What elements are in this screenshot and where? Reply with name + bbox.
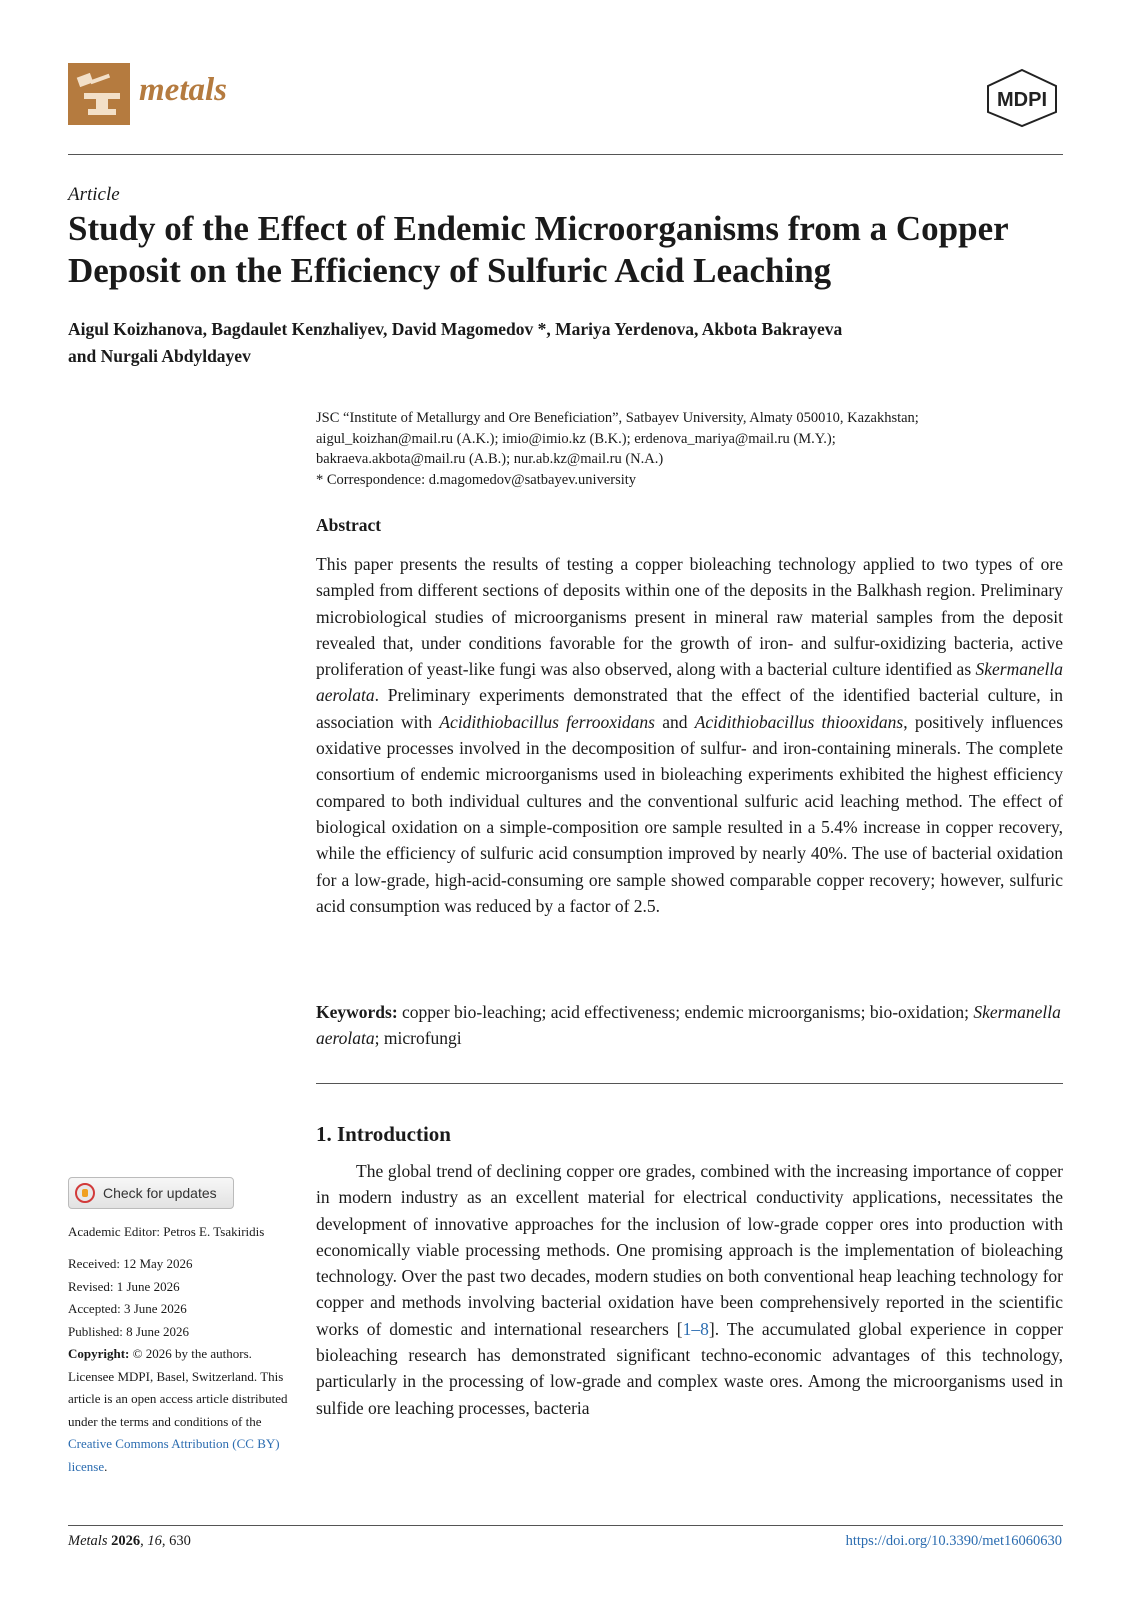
revised-date: Revised: 1 June 2026 (68, 1278, 180, 1294)
doi-link[interactable]: https://doi.org/10.3390/met16060630 (845, 1533, 1062, 1549)
check-for-updates-button[interactable] (68, 1177, 234, 1209)
keywords-label: Keywords: (316, 1002, 398, 1022)
species-name: Skermanella aerolata (316, 659, 1063, 706)
abstract-part-4: , positively influences oxidative processes involved in the decomposition of sulfur- and iron-containing minerals. The complete consortium of endemic microorganisms used in bioleaching experiments exhibited the highest efficiency compared to both individual cultures and the conventional sulfuric acid leaching method. The effect of biological oxidation on a simple-composition ore sample resulted in a 5.4% increase in copper recovery, while the efficiency of sulfuric acid consumption improved by nearly 40%. The use of bacterial oxidation for a low-grade, high-acid-consuming ore sample showed comparable copper recovery; however, sulfuric acid consumption was reduced by a factor of 2.5. (316, 711, 1063, 916)
anvil-hammer-icon (68, 63, 130, 125)
citation-link[interactable]: 1–8 (682, 1318, 709, 1339)
citation-footer: Metals 2026, 16, 630 (68, 1533, 191, 1549)
abstract-part-3: and (654, 711, 695, 732)
footer-article: 630 (169, 1533, 191, 1549)
published-date: Published: 8 June 2026 (68, 1323, 189, 1339)
section-divider (316, 1083, 1063, 1084)
keywords-text-1: copper bio-leaching; acid effectiveness; endemic microorganisms; bio-oxidation; (397, 1002, 974, 1022)
affiliation-line-1: JSC “Institute of Metallurgy and Ore Beneficiation”, Satbayev University, Almaty 050010, Kazakhstan; (316, 410, 919, 426)
authors-line-2: and Nurgali Abdyldayev (68, 346, 251, 366)
footer-divider (68, 1525, 1063, 1526)
article-title: Study of the Effect of Endemic Microorganisms from a Copper Deposit on the Efficiency of Sulfuric Acid Leaching (68, 209, 1009, 290)
abstract-text (316, 551, 1063, 919)
publisher-name: MDPI (997, 89, 1047, 111)
license-link[interactable]: Creative Commons Attribution (CC BY) license (68, 1436, 280, 1474)
article-type: Article (68, 184, 120, 205)
keywords (316, 999, 1063, 1052)
species-name: Acidithiobacillus thiooxidans (694, 711, 904, 732)
abstract-heading: Abstract (316, 515, 382, 535)
publisher-logo (982, 68, 1062, 128)
author-list (68, 316, 1008, 370)
species-name: Acidithiobacillus ferrooxidans (439, 711, 655, 732)
publication-dates (68, 1253, 193, 1343)
abstract-part-2: . Preliminary experiments demonstrated that the effect of the identified bacterial culture, in association with (316, 685, 1063, 732)
copyright-text: © 2026 by the authors. Licensee MDPI, Basel, Switzerland. This article is an open access article distributed under the terms and conditions of the (68, 1346, 288, 1429)
academic-editor: Academic Editor: Petros E. Tsakiridis (68, 1224, 265, 1239)
correspondence: * Correspondence: d.magomedov@satbayev.university (316, 471, 637, 488)
introduction-heading: 1. Introduction (316, 1122, 451, 1146)
abstract-part-1: This paper presents the results of testing a copper bioleaching technology applied to two types of ore sampled from different sections of deposits within one of the deposits in the Balkhash region. Preliminary microbiological studies of microorganisms present in mineral raw material samples from the deposit revealed that, under conditions favorable for the growth of iron- and sulfur-oxidizing bacteria, active proliferation of yeast-like fungi was also observed, along with a bacterial culture identified as (316, 554, 1063, 680)
copyright-notice (68, 1343, 298, 1478)
intro-part-1: The global trend of declining copper ore grades, combined with the increasing importance of copper in modern industry as an excellent material for electrical conductivity applications, necessitates the development of innovative approaches for the inclusion of low-grade copper ores into production with economically viable processing methods. One promising approach is the implementation of bioleaching technology. Over the past two decades, modern studies on both conventional heap leaching technology for copper and methods involving bacterial oxidation have been comprehensively reported in the scientific works of domestic and international researchers [ (316, 1161, 1063, 1339)
accepted-date: Accepted: 3 June 2026 (68, 1301, 187, 1316)
introduction-text (316, 1158, 1063, 1421)
check-updates-label: Check for updates (103, 1185, 217, 1201)
keywords-species: Skermanella aerolata (316, 1002, 1061, 1049)
footer-volume: 16 (147, 1533, 162, 1549)
check-updates-icon (75, 1183, 95, 1203)
footer-year: 2026 (111, 1533, 141, 1549)
journal-name: metals (139, 72, 227, 108)
affiliation-block (316, 408, 1066, 490)
intro-part-2: ]. The accumulated global experience in copper bioleaching research has demonstrated significant techno-economic advantages of this technology, particularly in the processing of low-grade and complex waste ores. Among the microorganisms used in sulfide ore leaching processes, bacteria (316, 1318, 1063, 1418)
copyright-label: Copyright: (68, 1346, 130, 1361)
received-date: Received: 12 May 2026 (68, 1256, 193, 1271)
affiliation-line-3: bakraeva.akbota@mail.ru (A.B.); nur.ab.kz@mail.ru (N.A.) (316, 451, 664, 467)
footer-journal: Metals (68, 1533, 108, 1549)
copyright-end: . (104, 1458, 108, 1474)
header-divider (68, 154, 1063, 155)
journal-logo (68, 63, 130, 125)
authors-line-1: Aigul Koizhanova, Bagdaulet Kenzhaliyev, David Magomedov *, Mariya Yerdenova, Akbota Bakrayeva (68, 319, 843, 339)
affiliation-line-2: aigul_koizhan@mail.ru (A.K.); imio@imio.kz (B.K.); erdenova_mariya@mail.ru (M.Y.); (316, 430, 836, 447)
keywords-text-2: ; microfungi (374, 1028, 462, 1049)
